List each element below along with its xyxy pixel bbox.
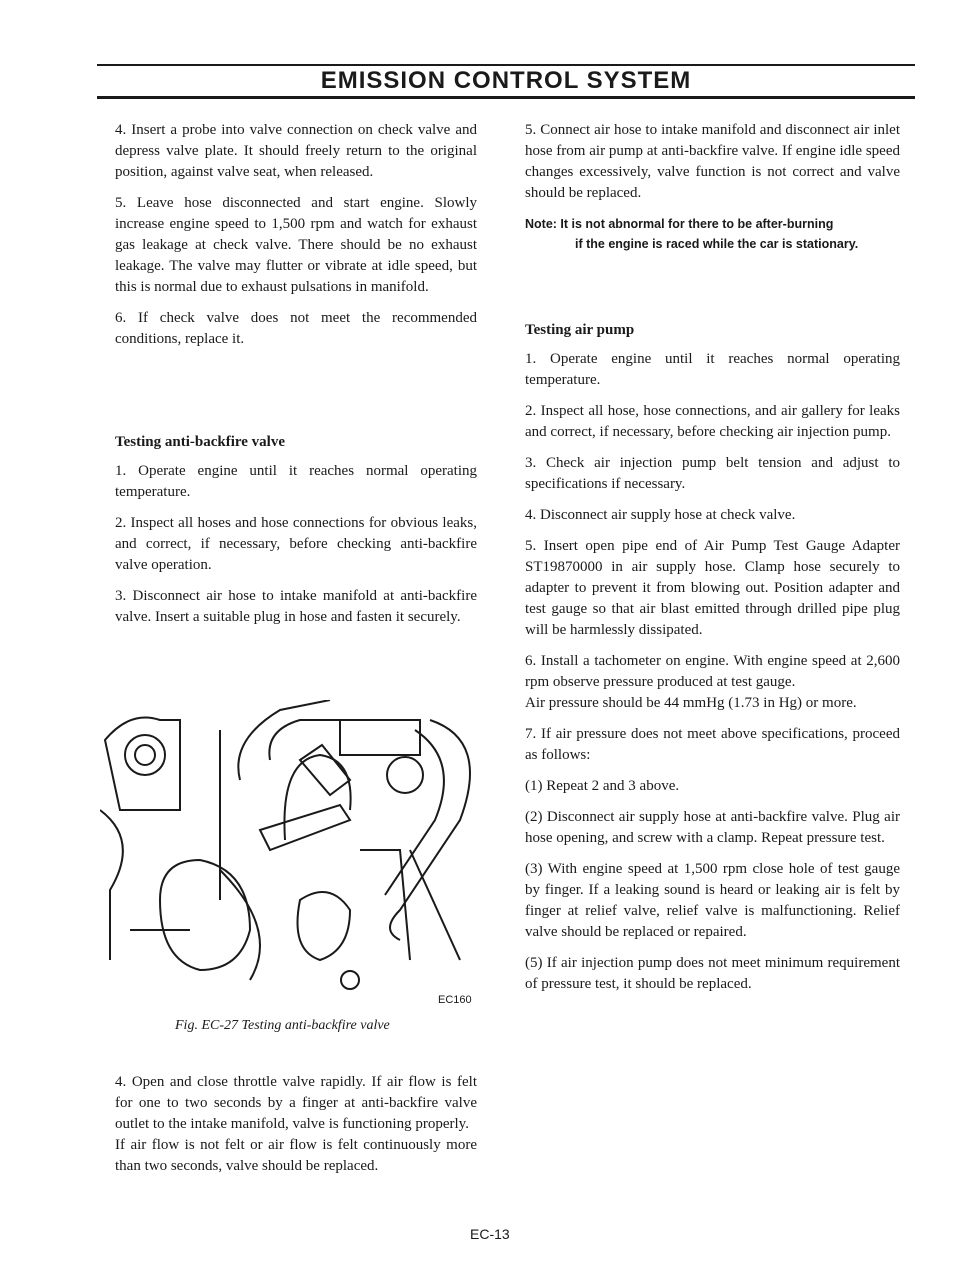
anti-backfire-step-3: 3. Disconnect air hose to intake manifold at anti-backfire valve. Insert a suitable plug in hose and fasten it securely. (115, 588, 477, 625)
air-pump-step-3: 3. Check air injection pump belt tension and adjust to specifications if necessary. (525, 455, 900, 492)
anti-backfire-step-4-replace: If air flow is not felt or air flow is felt continuously more than two seconds, valve should be replaced. (115, 1137, 477, 1174)
left-column (115, 120, 477, 638)
air-pump-step-1: 1. Operate engine until it reaches normal operating temperature. (525, 351, 900, 388)
anti-backfire-step-4: 4. Open and close throttle valve rapidly. If air flow is felt for one to two seconds by a finger at anti-backfire valve outlet to the intake manifold, valve is functioning properly. (115, 1074, 477, 1132)
air-pump-substep-5: (5) If air injection pump does not meet minimum requirement of pressure test, it should be replaced. (525, 955, 900, 992)
air-pump-step-4: 4. Disconnect air supply hose at check valve. (525, 507, 796, 523)
air-pump-heading: Testing air pump (525, 322, 635, 338)
figure-caption: Fig. EC-27 Testing anti-backfire valve (175, 1018, 390, 1033)
check-valve-step-5: 5. Leave hose disconnected and start engine. Slowly increase engine speed to 1,500 rpm and watch for exhaust gas leakage at check valve. There should be no exhaust leakage. The valve may flutter or vibrate at idle speed, but this is normal due to exhaust pulsations in manifold. (115, 195, 477, 295)
check-valve-step-4: 4. Insert a probe into valve connection on check valve and depress valve plate. It should freely return to the original position, against valve seat, when released. (115, 122, 477, 180)
air-pump-substep-3: (3) With engine speed at 1,500 rpm close hole of test gauge by finger. If a leaking sound is heard or leaking air is felt by finger at relief valve, relief valve is malfunctioning. Relief valve should be replaced or repaired. (525, 861, 900, 940)
anti-backfire-heading: Testing anti-backfire valve (115, 434, 286, 450)
anti-backfire-step-2: 2. Inspect all hoses and hose connections for obvious leaks, and correct, if necessary, before checking anti-backfire valve operation. (115, 515, 477, 573)
air-pump-step-2: 2. Inspect all hose, hose connections, and air gallery for leaks and correct, if necessary, before checking air injection pump. (525, 403, 900, 440)
page-number: EC-13 (470, 1226, 510, 1242)
anti-backfire-valve-illustration (100, 700, 480, 990)
air-pump-step-6: 6. Install a tachometer on engine. With engine speed at 2,600 rpm observe pressure produced at test gauge. (525, 653, 900, 690)
air-pump-step-7: 7. If air pressure does not meet above specifications, proceed as follows: (525, 726, 900, 763)
page-title: EMISSION CONTROL SYSTEM (320, 67, 692, 94)
note-line-1: Note: It is not abnormal for there to be after-burning (525, 217, 834, 231)
anti-backfire-step-1: 1. Operate engine until it reaches normal operating temperature. (115, 463, 477, 500)
air-pump-substep-2: (2) Disconnect air supply hose at anti-backfire valve. Plug air hose opening, and screw with a clamp. Repeat pressure test. (525, 809, 900, 846)
note-line-2: if the engine is raced while the car is stationary. (575, 237, 859, 251)
air-pump-step-5: 5. Insert open pipe end of Air Pump Test Gauge Adapter ST19870000 in air supply hose. Clamp hose securely to adapter to prevent it from blowing out. Position adapter and test gauge so that air blast emitted through drilled pipe plug will be harmlessly dissipated. (525, 538, 900, 638)
anti-backfire-step-5: 5. Connect air hose to intake manifold and disconnect air inlet hose from air pump at anti-backfire valve. If engine idle speed changes excessively, valve function is not correct and valve should be replaced. (525, 122, 900, 201)
air-pump-step-6-spec: Air pressure should be 44 mmHg (1.73 in Hg) or more. (525, 695, 857, 711)
air-pump-substep-1: (1) Repeat 2 and 3 above. (525, 778, 680, 794)
check-valve-step-6: 6. If check valve does not meet the recommended conditions, replace it. (115, 310, 477, 347)
left-column-after-figure (115, 1072, 477, 1177)
figure-code: EC160 (438, 994, 472, 1006)
header-rule-bottom (97, 96, 915, 99)
right-column (525, 120, 900, 1005)
